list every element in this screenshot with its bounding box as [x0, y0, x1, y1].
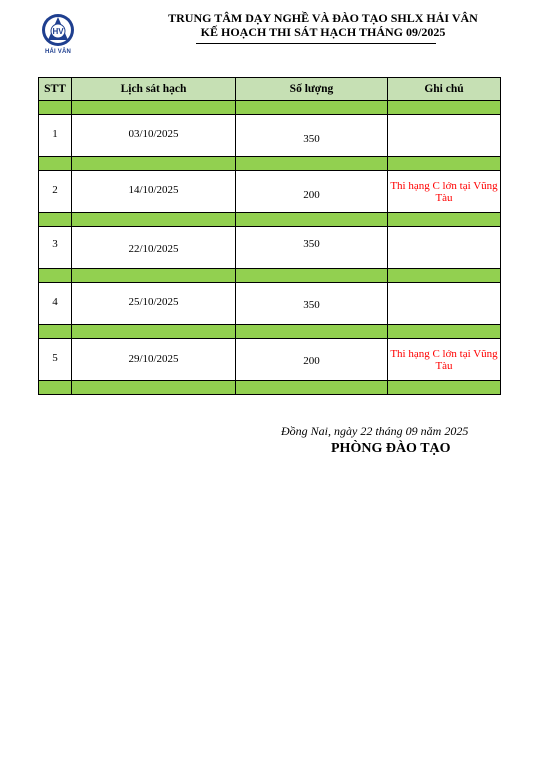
row-quantity: 350: [236, 115, 388, 157]
separator-row: [39, 157, 501, 171]
center-name: TRUNG TÂM DẠY NGHỀ VÀ ĐÀO TẠO SHLX HẢI VÂN: [168, 11, 478, 25]
column-header-note: Ghi chú: [388, 78, 501, 101]
document-title: KẾ HOẠCH THI SÁT HẠCH THÁNG 09/2025: [200, 25, 446, 39]
table-header-row: [39, 78, 501, 101]
logo-brand-text: HẢI VÂN: [44, 49, 72, 55]
row-date: 25/10/2025: [72, 283, 236, 325]
row-note: Thi hạng C lớn tại Vũng Tàu: [388, 339, 501, 381]
row-quantity: 350: [236, 227, 388, 269]
separator-row: [39, 325, 501, 339]
row-stt: 4: [39, 283, 72, 325]
table-row: [39, 339, 501, 381]
row-note: [388, 227, 501, 269]
row-quantity: 350: [236, 283, 388, 325]
separator-row: [39, 101, 501, 115]
separator-row: [39, 269, 501, 283]
separator-row: [39, 381, 501, 395]
row-stt: 3: [39, 227, 72, 269]
logo-monogram: HV: [52, 27, 64, 36]
separator-row: [39, 213, 501, 227]
exam-schedule-table: [38, 77, 501, 395]
title-underline: [196, 43, 436, 44]
column-header-schedule: Lịch sát hạch: [72, 78, 236, 101]
signing-department: PHÒNG ĐÀO TẠO: [331, 441, 451, 456]
row-date: 14/10/2025: [72, 171, 236, 213]
row-note: [388, 283, 501, 325]
row-date: 22/10/2025: [72, 227, 236, 269]
row-quantity: 200: [236, 171, 388, 213]
row-stt: 1: [39, 115, 72, 157]
column-header-stt: STT: [39, 78, 72, 101]
row-quantity: 200: [236, 339, 388, 381]
row-date: 29/10/2025: [72, 339, 236, 381]
row-note: Thi hạng C lớn tại Vũng Tàu: [388, 171, 501, 213]
table-row: [39, 171, 501, 213]
column-header-quantity: Số lượng: [236, 78, 388, 101]
logo-emblem-icon: [38, 12, 78, 50]
center-logo: [38, 12, 78, 60]
row-note: [388, 115, 501, 157]
row-stt: 2: [39, 171, 72, 213]
table-row: [39, 115, 501, 157]
table-row: [39, 227, 501, 269]
row-date: 03/10/2025: [72, 115, 236, 157]
document-header: [140, 11, 506, 39]
row-stt: 5: [39, 339, 72, 381]
table-row: [39, 283, 501, 325]
signing-date: Đồng Nai, ngày 22 tháng 09 năm 2025: [281, 424, 469, 438]
